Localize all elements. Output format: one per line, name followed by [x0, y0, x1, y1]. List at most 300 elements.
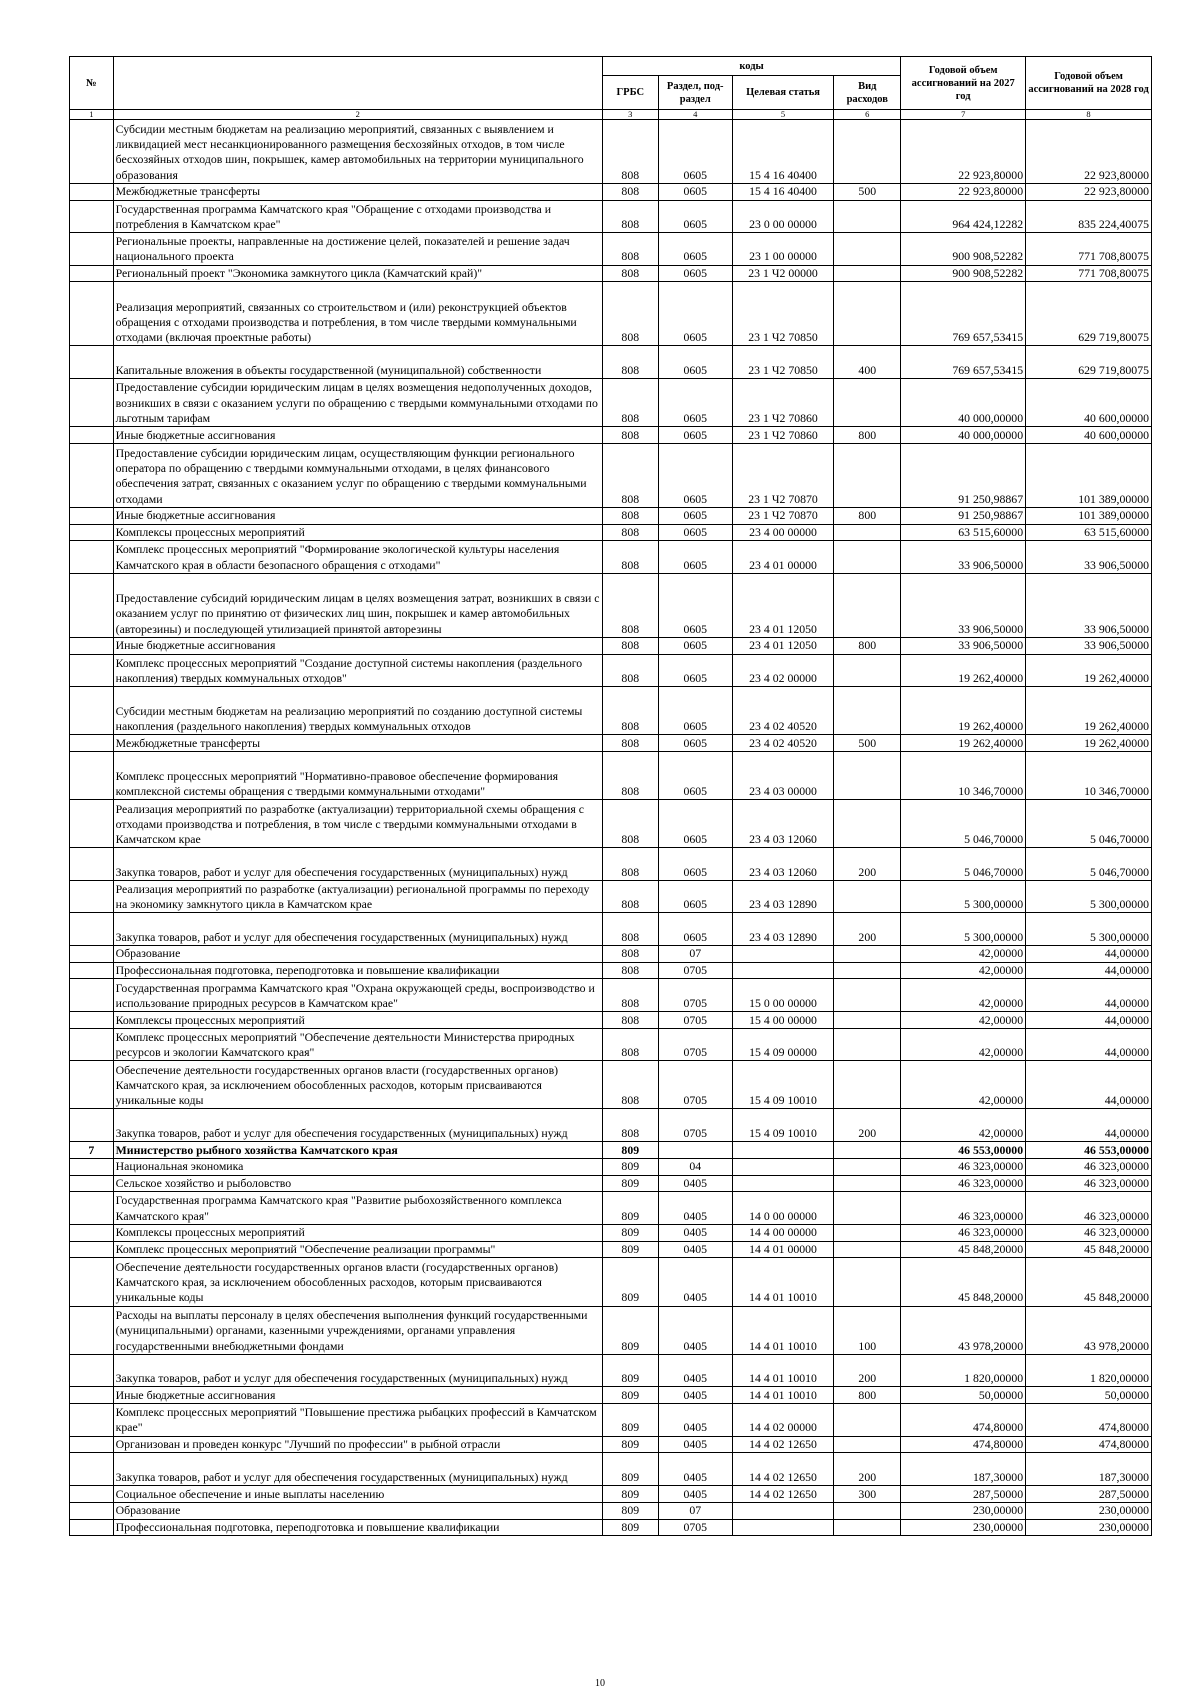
row-section: 0605: [658, 654, 732, 687]
table-row: [70, 524, 1152, 541]
row-grbs: 808: [602, 1109, 658, 1142]
row-number: [70, 1485, 114, 1502]
row-kind: [834, 979, 901, 1012]
row-2027: 769 657,53415: [901, 282, 1026, 346]
row-2028: 19 262,40000: [1026, 687, 1152, 735]
row-kind: 800: [834, 507, 901, 524]
row-2027: 42,00000: [901, 1109, 1026, 1142]
row-kind: [834, 962, 901, 979]
row-number: [70, 1453, 114, 1486]
row-2027: 19 262,40000: [901, 687, 1026, 735]
table-row: [70, 1485, 1152, 1502]
row-2027: 91 250,98867: [901, 443, 1026, 507]
row-name: Закупка товаров, работ и услуг для обеспечения государственных (муниципальных) нужд: [113, 1354, 602, 1387]
table-row: [70, 120, 1152, 184]
row-kind: [834, 120, 901, 184]
row-target: 15 4 00 00000: [732, 1011, 834, 1028]
row-name: Иные бюджетные ассигнования: [113, 507, 602, 524]
row-number: [70, 541, 114, 574]
row-2027: 63 515,60000: [901, 524, 1026, 541]
row-2027: 33 906,50000: [901, 573, 1026, 637]
row-target: 14 4 01 10010: [732, 1258, 834, 1306]
row-2028: 5 046,70000: [1026, 800, 1152, 848]
row-2027: 900 908,52282: [901, 233, 1026, 266]
row-2027: 42,00000: [901, 962, 1026, 979]
row-number: [70, 427, 114, 444]
column-number: 4: [658, 110, 732, 120]
row-grbs: 808: [602, 120, 658, 184]
row-section: 0405: [658, 1175, 732, 1192]
row-grbs: 809: [602, 1354, 658, 1387]
row-kind: [834, 233, 901, 266]
row-2027: 10 346,70000: [901, 752, 1026, 800]
row-grbs: 808: [602, 1028, 658, 1061]
row-2027: 33 906,50000: [901, 541, 1026, 574]
row-2027: 42,00000: [901, 979, 1026, 1012]
row-number: [70, 1109, 114, 1142]
row-name: Реализация мероприятий, связанных со строительством и (или) реконструкцией объектов обращения с отходами производства и потребления, в том числе твердыми коммунальными отходами (включая проектные работы): [113, 282, 602, 346]
row-target: 15 4 16 40400: [732, 120, 834, 184]
row-target: 23 1 Ч2 70860: [732, 378, 834, 426]
row-section: 07: [658, 945, 732, 962]
table-row: [70, 687, 1152, 735]
row-section: 0605: [658, 346, 732, 379]
row-target: [732, 1141, 834, 1158]
row-number: [70, 1502, 114, 1519]
row-grbs: 809: [602, 1519, 658, 1536]
table-row: [70, 265, 1152, 282]
row-name: Комплексы процессных мероприятий: [113, 524, 602, 541]
row-target: 15 4 09 10010: [732, 1109, 834, 1142]
row-2028: 45 848,20000: [1026, 1241, 1152, 1258]
header-2028: Годовой объем ассигнований на 2028 год: [1026, 57, 1152, 110]
row-section: 0605: [658, 800, 732, 848]
row-2027: 46 323,00000: [901, 1175, 1026, 1192]
row-2028: 19 262,40000: [1026, 654, 1152, 687]
table-row: [70, 1519, 1152, 1536]
row-2028: 10 346,70000: [1026, 752, 1152, 800]
column-number: 3: [602, 110, 658, 120]
row-section: 0605: [658, 233, 732, 266]
row-grbs: 808: [602, 752, 658, 800]
row-2028: 474,80000: [1026, 1436, 1152, 1453]
table-row: [70, 962, 1152, 979]
row-number: [70, 1258, 114, 1306]
row-2027: 964 424,12282: [901, 200, 1026, 233]
row-number: [70, 524, 114, 541]
row-target: 15 4 09 00000: [732, 1028, 834, 1061]
header-grbs: ГРБС: [602, 76, 658, 110]
row-target: 23 1 Ч2 00000: [732, 265, 834, 282]
row-target: 23 4 02 00000: [732, 654, 834, 687]
row-target: [732, 962, 834, 979]
row-kind: [834, 443, 901, 507]
row-kind: [834, 1158, 901, 1175]
row-target: 14 4 02 12650: [732, 1485, 834, 1502]
row-name: Предоставление субсидии юридическим лицам, осуществляющим функции регионального оператора по обращению с твердыми коммунальными отходами, в целях финансового обеспечения затрат, связанных с оказанием услуг по обращению с твердыми коммунальными отходами: [113, 443, 602, 507]
row-2027: 42,00000: [901, 945, 1026, 962]
row-kind: [834, 1192, 901, 1225]
row-2028: 43 978,20000: [1026, 1306, 1152, 1354]
row-2027: 769 657,53415: [901, 346, 1026, 379]
row-2028: 22 923,80000: [1026, 183, 1152, 200]
row-name: Социальное обеспечение и иные выплаты населению: [113, 1485, 602, 1502]
row-2028: 5 300,00000: [1026, 913, 1152, 946]
row-2027: 5 300,00000: [901, 880, 1026, 913]
row-kind: [834, 200, 901, 233]
row-section: 0405: [658, 1306, 732, 1354]
row-grbs: 808: [602, 848, 658, 881]
row-section: 0605: [658, 282, 732, 346]
row-name: Комплекс процессных мероприятий "Формирование экологической культуры населения Камчатского края в области безопасного обращения с отходами": [113, 541, 602, 574]
table-row: [70, 1453, 1152, 1486]
table-row: [70, 1158, 1152, 1175]
row-section: 0605: [658, 507, 732, 524]
header-2027: Годовой объем ассигнований на 2027 год: [901, 57, 1026, 110]
row-number: [70, 962, 114, 979]
row-section: 0605: [658, 913, 732, 946]
row-grbs: 808: [602, 979, 658, 1012]
row-number: [70, 1224, 114, 1241]
row-2028: 835 224,40075: [1026, 200, 1152, 233]
row-2028: 46 323,00000: [1026, 1175, 1152, 1192]
column-number: 8: [1026, 110, 1152, 120]
row-2028: 46 323,00000: [1026, 1192, 1152, 1225]
table-row: [70, 654, 1152, 687]
row-number: [70, 637, 114, 654]
row-kind: [834, 1502, 901, 1519]
row-name: Реализация мероприятий по разработке (актуализации) региональной программы по переходу на экономику замкнутого цикла в Камчатском крае: [113, 880, 602, 913]
row-grbs: 809: [602, 1224, 658, 1241]
row-kind: [834, 378, 901, 426]
table-row: [70, 1224, 1152, 1241]
row-section: 0605: [658, 427, 732, 444]
row-number: [70, 800, 114, 848]
row-name: Профессиональная подготовка, переподготовка и повышение квалификации: [113, 1519, 602, 1536]
row-grbs: 808: [602, 233, 658, 266]
row-grbs: 808: [602, 573, 658, 637]
row-section: 07: [658, 1502, 732, 1519]
row-target: 23 4 03 12060: [732, 848, 834, 881]
row-target: 23 0 00 00000: [732, 200, 834, 233]
row-name: Предоставление субсидии юридическим лицам в целях возмещения недополученных доходов, возникших в связи с оказанием услуги по обращению с твердыми коммунальными отходами по льготным тарифам: [113, 378, 602, 426]
row-kind: [834, 524, 901, 541]
row-2027: 46 323,00000: [901, 1224, 1026, 1241]
row-number: [70, 1011, 114, 1028]
row-target: 23 4 01 12050: [732, 573, 834, 637]
table-body: [70, 120, 1152, 1536]
row-2028: 230,00000: [1026, 1502, 1152, 1519]
table-row: [70, 541, 1152, 574]
row-section: 0705: [658, 979, 732, 1012]
row-grbs: 809: [602, 1436, 658, 1453]
row-grbs: 808: [602, 962, 658, 979]
row-target: 14 4 01 10010: [732, 1354, 834, 1387]
row-number: [70, 735, 114, 752]
row-kind: [834, 1175, 901, 1192]
row-2028: 44,00000: [1026, 1011, 1152, 1028]
row-2027: 287,50000: [901, 1485, 1026, 1502]
row-target: 23 4 01 00000: [732, 541, 834, 574]
row-2027: 40 000,00000: [901, 378, 1026, 426]
row-kind: [834, 1241, 901, 1258]
row-name: Иные бюджетные ассигнования: [113, 427, 602, 444]
row-2028: 101 389,00000: [1026, 443, 1152, 507]
row-section: 0405: [658, 1241, 732, 1258]
row-2028: 44,00000: [1026, 1061, 1152, 1109]
row-name: Закупка товаров, работ и услуг для обеспечения государственных (муниципальных) нужд: [113, 913, 602, 946]
row-number: [70, 346, 114, 379]
row-name: Межбюджетные трансферты: [113, 735, 602, 752]
row-number: [70, 282, 114, 346]
table-row: [70, 880, 1152, 913]
row-name: Образование: [113, 945, 602, 962]
row-2027: 50,00000: [901, 1387, 1026, 1404]
row-grbs: 808: [602, 378, 658, 426]
row-section: 0605: [658, 848, 732, 881]
table-row: [70, 1011, 1152, 1028]
row-number: [70, 443, 114, 507]
table-row: [70, 1436, 1152, 1453]
row-target: 23 1 Ч2 70870: [732, 443, 834, 507]
row-2028: 22 923,80000: [1026, 120, 1152, 184]
row-name: Организован и проведен конкурс "Лучший по профессии" в рыбной отрасли: [113, 1436, 602, 1453]
table-row: [70, 637, 1152, 654]
row-target: 15 4 16 40400: [732, 183, 834, 200]
row-section: 0605: [658, 265, 732, 282]
row-number: [70, 507, 114, 524]
row-grbs: 808: [602, 913, 658, 946]
row-target: 15 0 00 00000: [732, 979, 834, 1012]
row-2028: 50,00000: [1026, 1387, 1152, 1404]
table-row: [70, 1241, 1152, 1258]
row-2028: 771 708,80075: [1026, 265, 1152, 282]
row-target: 23 4 02 40520: [732, 735, 834, 752]
row-number: [70, 687, 114, 735]
table-row: [70, 1141, 1152, 1158]
row-section: 0705: [658, 962, 732, 979]
row-target: [732, 945, 834, 962]
row-kind: [834, 282, 901, 346]
row-grbs: 809: [602, 1404, 658, 1437]
row-2028: 63 515,60000: [1026, 524, 1152, 541]
row-kind: [834, 1404, 901, 1437]
row-kind: 300: [834, 1485, 901, 1502]
table-row: [70, 1109, 1152, 1142]
row-name: Межбюджетные трансферты: [113, 183, 602, 200]
row-target: 23 4 02 40520: [732, 687, 834, 735]
row-grbs: 808: [602, 637, 658, 654]
row-target: 23 1 Ч2 70870: [732, 507, 834, 524]
row-2028: 33 906,50000: [1026, 573, 1152, 637]
row-2028: 474,80000: [1026, 1404, 1152, 1437]
row-kind: 400: [834, 346, 901, 379]
row-target: 14 4 01 00000: [732, 1241, 834, 1258]
row-section: 0405: [658, 1485, 732, 1502]
table-row: [70, 183, 1152, 200]
row-2027: 5 046,70000: [901, 848, 1026, 881]
row-name: Субсидии местным бюджетам на реализацию мероприятий по созданию доступной системы накопления (раздельного накопления) твердых коммунальных отходов: [113, 687, 602, 735]
row-name: Комплексы процессных мероприятий: [113, 1224, 602, 1241]
row-2027: 46 553,00000: [901, 1141, 1026, 1158]
column-number: 6: [834, 110, 901, 120]
row-grbs: 809: [602, 1141, 658, 1158]
row-kind: 100: [834, 1306, 901, 1354]
row-target: [732, 1502, 834, 1519]
table-row: [70, 573, 1152, 637]
header-codes: коды: [602, 57, 900, 76]
table-row: [70, 800, 1152, 848]
table-row: [70, 233, 1152, 266]
row-number: [70, 1404, 114, 1437]
row-2028: 230,00000: [1026, 1519, 1152, 1536]
row-2028: 44,00000: [1026, 945, 1152, 962]
row-2027: 33 906,50000: [901, 637, 1026, 654]
table-row: [70, 1175, 1152, 1192]
row-name: Закупка товаров, работ и услуг для обеспечения государственных (муниципальных) нужд: [113, 1453, 602, 1486]
row-kind: 200: [834, 1109, 901, 1142]
row-kind: [834, 265, 901, 282]
row-section: 0705: [658, 1028, 732, 1061]
row-2027: 187,30000: [901, 1453, 1026, 1486]
row-2027: 1 820,00000: [901, 1354, 1026, 1387]
row-2028: 40 600,00000: [1026, 378, 1152, 426]
row-grbs: 809: [602, 1453, 658, 1486]
header-target: Целевая статья: [732, 76, 834, 110]
row-2027: 42,00000: [901, 1028, 1026, 1061]
row-2027: 474,80000: [901, 1404, 1026, 1437]
row-2028: 44,00000: [1026, 1028, 1152, 1061]
row-kind: [834, 1258, 901, 1306]
table-row: [70, 282, 1152, 346]
row-number: [70, 200, 114, 233]
row-section: 0405: [658, 1258, 732, 1306]
row-2027: 46 323,00000: [901, 1158, 1026, 1175]
row-number: [70, 1519, 114, 1536]
row-number: [70, 1436, 114, 1453]
row-target: 23 1 Ч2 70850: [732, 282, 834, 346]
row-section: 0405: [658, 1354, 732, 1387]
row-name: Комплекс процессных мероприятий "Обеспечение реализации программы": [113, 1241, 602, 1258]
row-grbs: 808: [602, 200, 658, 233]
table-row: [70, 427, 1152, 444]
row-kind: 200: [834, 848, 901, 881]
row-number: [70, 1192, 114, 1225]
row-kind: [834, 880, 901, 913]
table-row: [70, 1306, 1152, 1354]
row-grbs: 809: [602, 1241, 658, 1258]
row-2028: 33 906,50000: [1026, 637, 1152, 654]
row-section: 0405: [658, 1404, 732, 1437]
row-2028: 44,00000: [1026, 1109, 1152, 1142]
row-section: 04: [658, 1158, 732, 1175]
row-kind: 800: [834, 637, 901, 654]
row-2028: 44,00000: [1026, 962, 1152, 979]
column-number: 7: [901, 110, 1026, 120]
row-2027: 43 978,20000: [901, 1306, 1026, 1354]
table-row: [70, 1404, 1152, 1437]
row-2027: 22 923,80000: [901, 183, 1026, 200]
row-section: 0605: [658, 183, 732, 200]
row-grbs: 808: [602, 880, 658, 913]
row-section: 0705: [658, 1109, 732, 1142]
table-row: [70, 1502, 1152, 1519]
row-name: Предоставление субсидий юридическим лицам в целях возмещения затрат, возникших в связи с оказанием услуг по принятию от физических лиц шин, покрышек и камер автомобильных (авторезины) и последующей утилизацией принятой авторезины: [113, 573, 602, 637]
row-name: Государственная программа Камчатского края "Развитие рыбохозяйственного комплекса Камчатского края": [113, 1192, 602, 1225]
header-section: Раздел, под-раздел: [658, 76, 732, 110]
row-name: Образование: [113, 1502, 602, 1519]
row-name: Расходы на выплаты персоналу в целях обеспечения выполнения функций государственными (муниципальными) органами, казенными учреждениями, органами управления государственными внебюджетными фондами: [113, 1306, 602, 1354]
row-section: 0405: [658, 1436, 732, 1453]
row-grbs: 808: [602, 654, 658, 687]
row-name: Региональные проекты, направленные на достижение целей, показателей и решение задач национального проекта: [113, 233, 602, 266]
row-2027: 19 262,40000: [901, 654, 1026, 687]
table-row: [70, 913, 1152, 946]
row-grbs: 808: [602, 524, 658, 541]
row-2027: 46 323,00000: [901, 1192, 1026, 1225]
row-2027: 5 046,70000: [901, 800, 1026, 848]
row-kind: [834, 1436, 901, 1453]
row-name: Министерство рыбного хозяйства Камчатского края: [113, 1141, 602, 1158]
row-name: Иные бюджетные ассигнования: [113, 1387, 602, 1404]
row-2028: 19 262,40000: [1026, 735, 1152, 752]
row-grbs: 809: [602, 1175, 658, 1192]
table-row: [70, 848, 1152, 881]
budget-table: [69, 56, 1152, 1536]
row-kind: 200: [834, 913, 901, 946]
row-grbs: 808: [602, 687, 658, 735]
row-section: 0605: [658, 541, 732, 574]
row-number: [70, 265, 114, 282]
row-name: Обеспечение деятельности государственных органов власти (государственных органов) Камчатского края, за исключением обособленных расходов, которым присваиваются уникальные коды: [113, 1258, 602, 1306]
row-kind: 200: [834, 1453, 901, 1486]
row-2028: 187,30000: [1026, 1453, 1152, 1486]
row-target: 23 1 Ч2 70850: [732, 346, 834, 379]
row-2028: 45 848,20000: [1026, 1258, 1152, 1306]
table-row: [70, 945, 1152, 962]
table-row: [70, 1028, 1152, 1061]
table-row: [70, 1192, 1152, 1225]
row-target: 14 0 00 00000: [732, 1192, 834, 1225]
row-section: 0705: [658, 1519, 732, 1536]
row-2028: 40 600,00000: [1026, 427, 1152, 444]
row-kind: [834, 1011, 901, 1028]
row-2028: 629 719,80075: [1026, 282, 1152, 346]
row-number: [70, 1354, 114, 1387]
row-name: Закупка товаров, работ и услуг для обеспечения государственных (муниципальных) нужд: [113, 1109, 602, 1142]
row-section: 0405: [658, 1387, 732, 1404]
row-target: 23 4 03 12060: [732, 800, 834, 848]
row-target: 14 4 01 10010: [732, 1306, 834, 1354]
table-row: [70, 1258, 1152, 1306]
table-row: [70, 752, 1152, 800]
row-target: 23 1 00 00000: [732, 233, 834, 266]
header-name: [113, 57, 602, 110]
row-grbs: 809: [602, 1158, 658, 1175]
row-target: [732, 1158, 834, 1175]
row-section: 0605: [658, 120, 732, 184]
row-kind: 500: [834, 183, 901, 200]
row-target: 14 4 02 12650: [732, 1453, 834, 1486]
row-kind: [834, 573, 901, 637]
row-section: 0605: [658, 637, 732, 654]
row-section: 0605: [658, 524, 732, 541]
row-number: [70, 120, 114, 184]
row-2028: 287,50000: [1026, 1485, 1152, 1502]
row-name: Комплексы процессных мероприятий: [113, 1011, 602, 1028]
row-section: 0405: [658, 1224, 732, 1241]
row-number: [70, 654, 114, 687]
